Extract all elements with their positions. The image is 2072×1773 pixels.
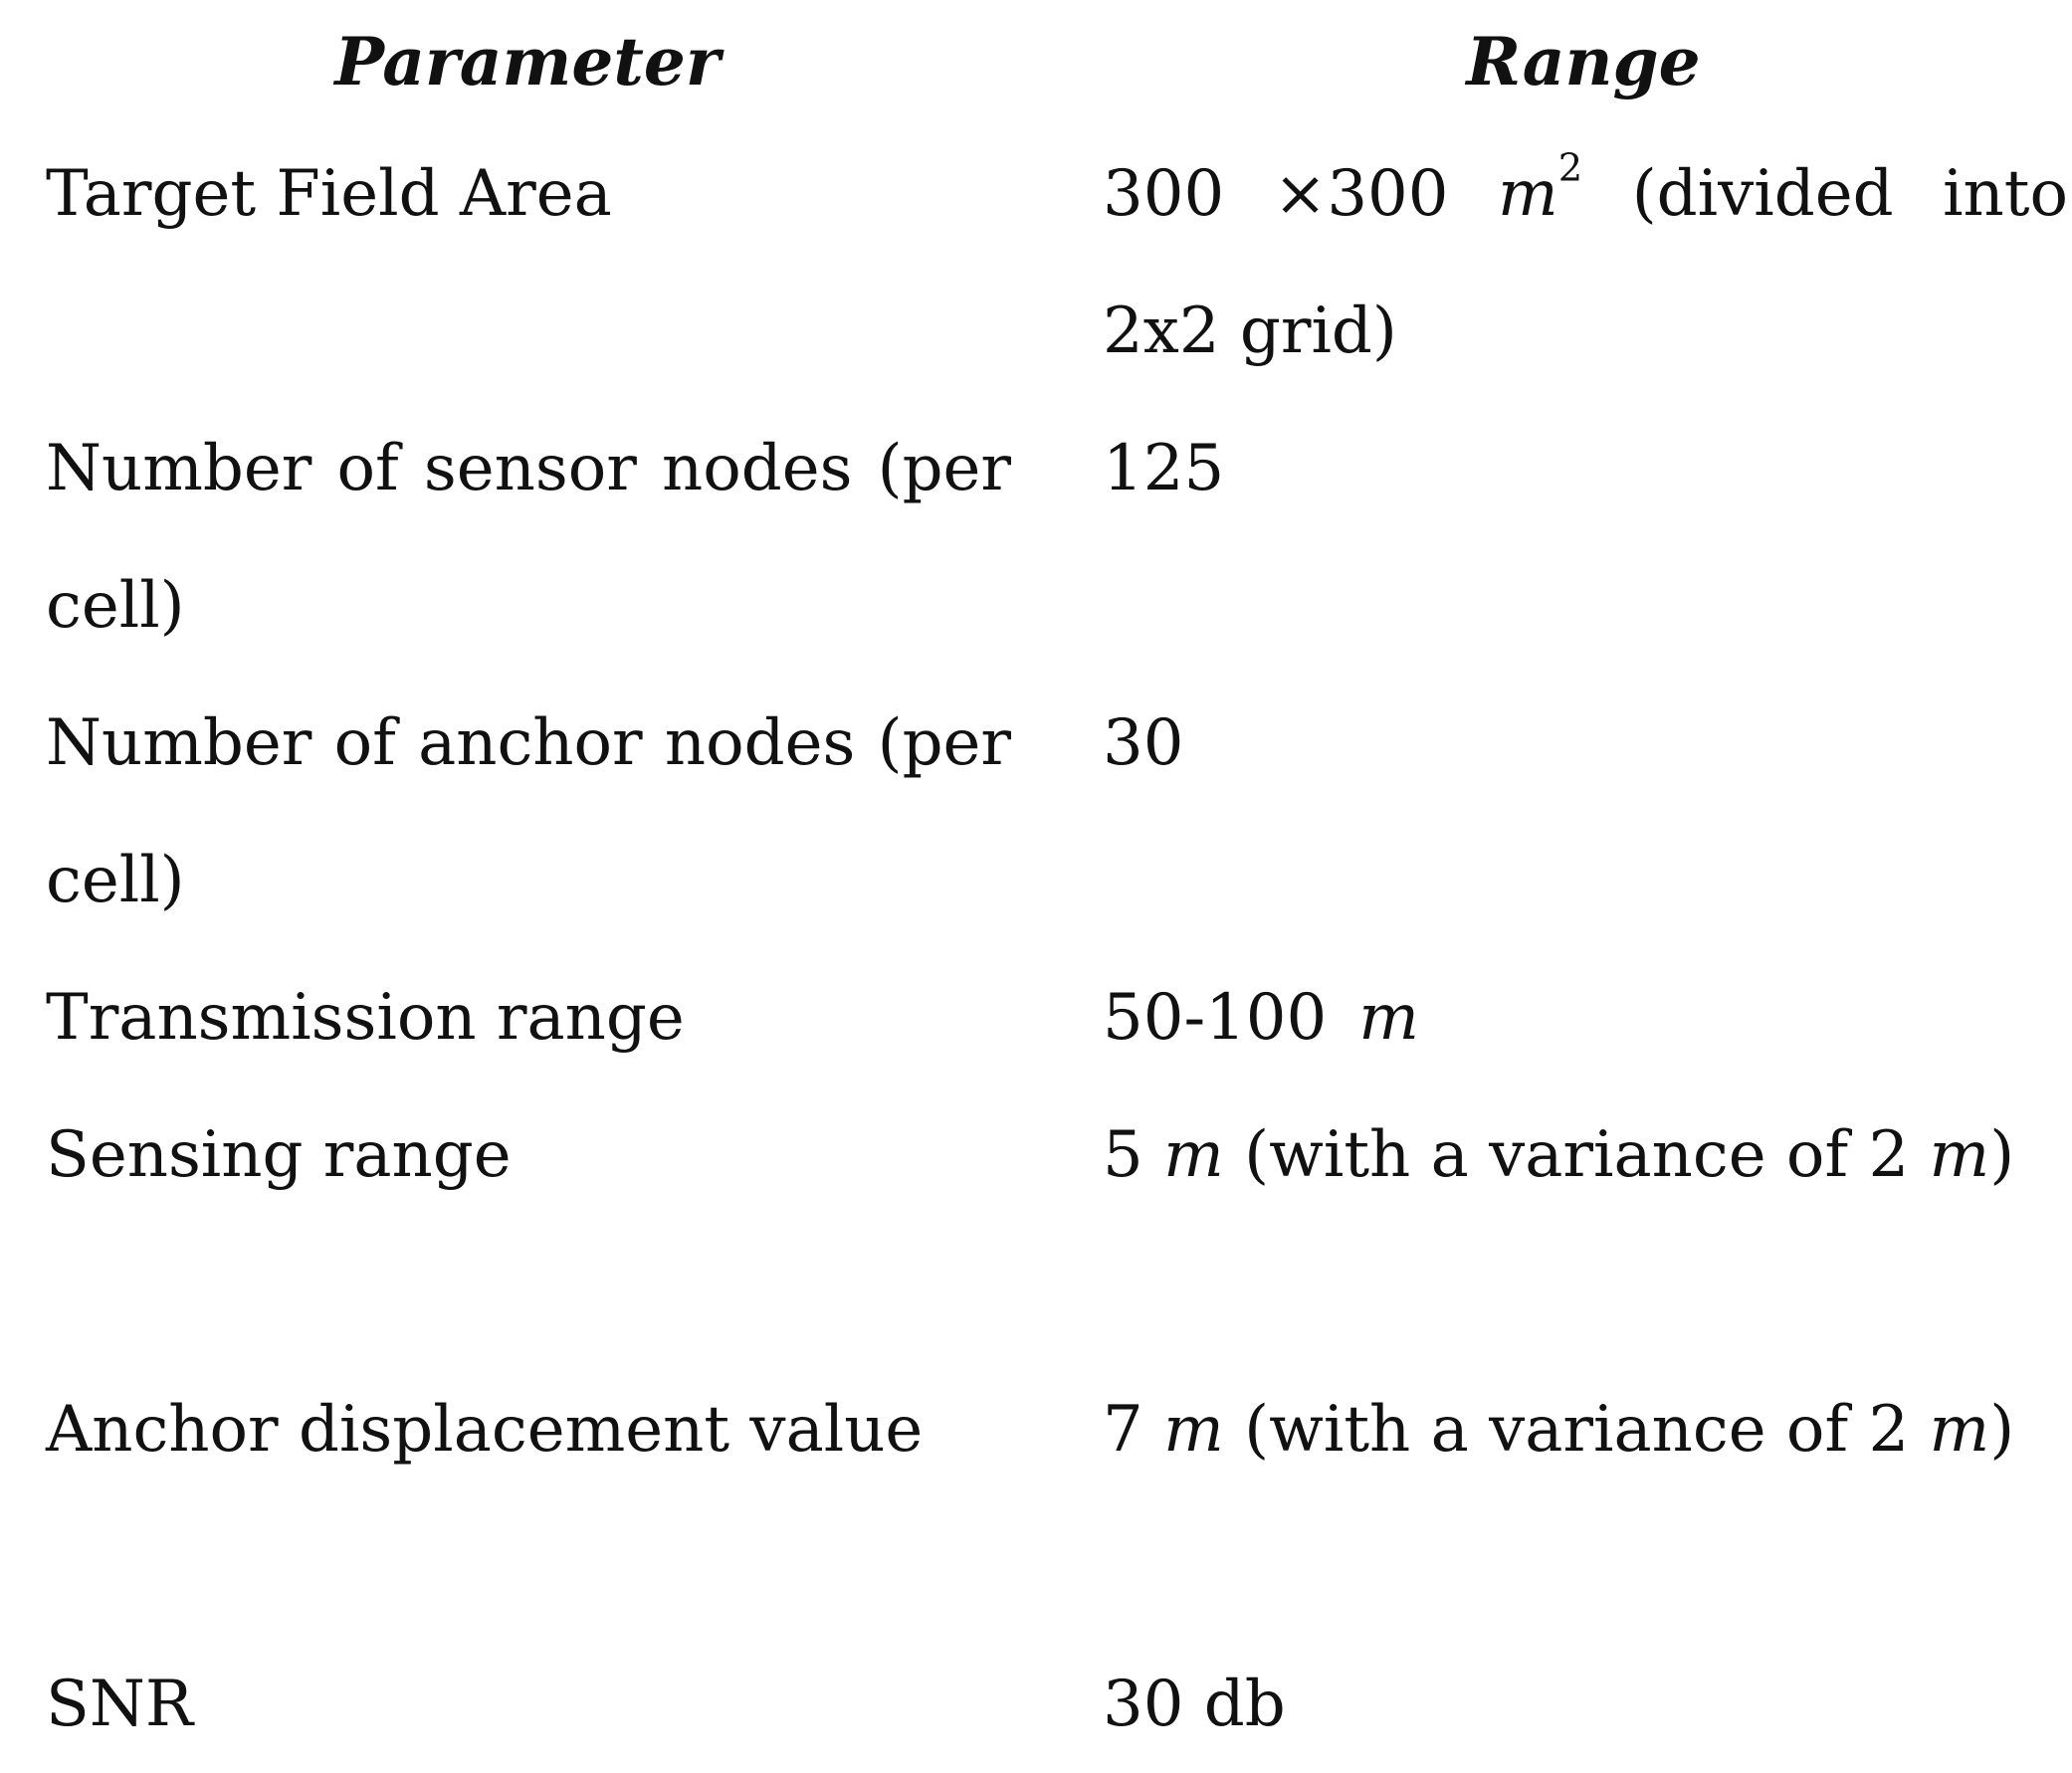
range-value: 300 xyxy=(1103,157,1225,231)
range-value: 50-100 xyxy=(1103,981,1328,1055)
range-unit: m xyxy=(1358,981,1419,1055)
param-cell: Anchor displacement value xyxy=(46,1393,924,1467)
range-unit: m xyxy=(1163,1393,1224,1467)
range-value: 5 xyxy=(1103,1118,1143,1192)
header-parameter: Parameter xyxy=(334,23,721,100)
range-cell xyxy=(1103,1086,2068,1224)
range-cell xyxy=(1103,125,2068,400)
range-cell: 30 xyxy=(1103,706,1184,780)
range-cell: 125 xyxy=(1103,432,1225,505)
range-close: ) xyxy=(1989,1393,2015,1467)
range-unit: m xyxy=(1498,157,1558,231)
range-cell xyxy=(1103,1361,2068,1498)
range-note: (with a variance of 2 xyxy=(1244,1118,1910,1192)
range-value: 7 xyxy=(1103,1393,1143,1467)
param-cell: SNR xyxy=(46,1668,194,1741)
range-unit: m xyxy=(1929,1118,1990,1192)
range-note: (divided into 2x2 grid) xyxy=(1103,157,2069,368)
param-cell: Target Field Area xyxy=(46,157,612,231)
range-note: (with a variance of 2 xyxy=(1244,1393,1910,1467)
unit-exponent: 2 xyxy=(1557,145,1583,191)
param-cell: Number of sensor nodes (per cell) xyxy=(46,432,1011,643)
header-range: Range xyxy=(1466,23,1701,100)
range-cell: 30 db xyxy=(1103,1668,1286,1741)
range-close: ) xyxy=(1989,1118,2015,1192)
param-cell: Transmission range xyxy=(46,981,685,1055)
times-symbol: × xyxy=(1273,157,1328,231)
range-unit: m xyxy=(1929,1393,1990,1467)
range-cell xyxy=(1103,949,2068,1086)
range-value: 300 xyxy=(1327,157,1449,231)
range-unit: m xyxy=(1163,1118,1224,1192)
param-cell: Number of anchor nodes (per cell) xyxy=(46,706,1011,917)
param-cell: Sensing range xyxy=(46,1118,512,1192)
